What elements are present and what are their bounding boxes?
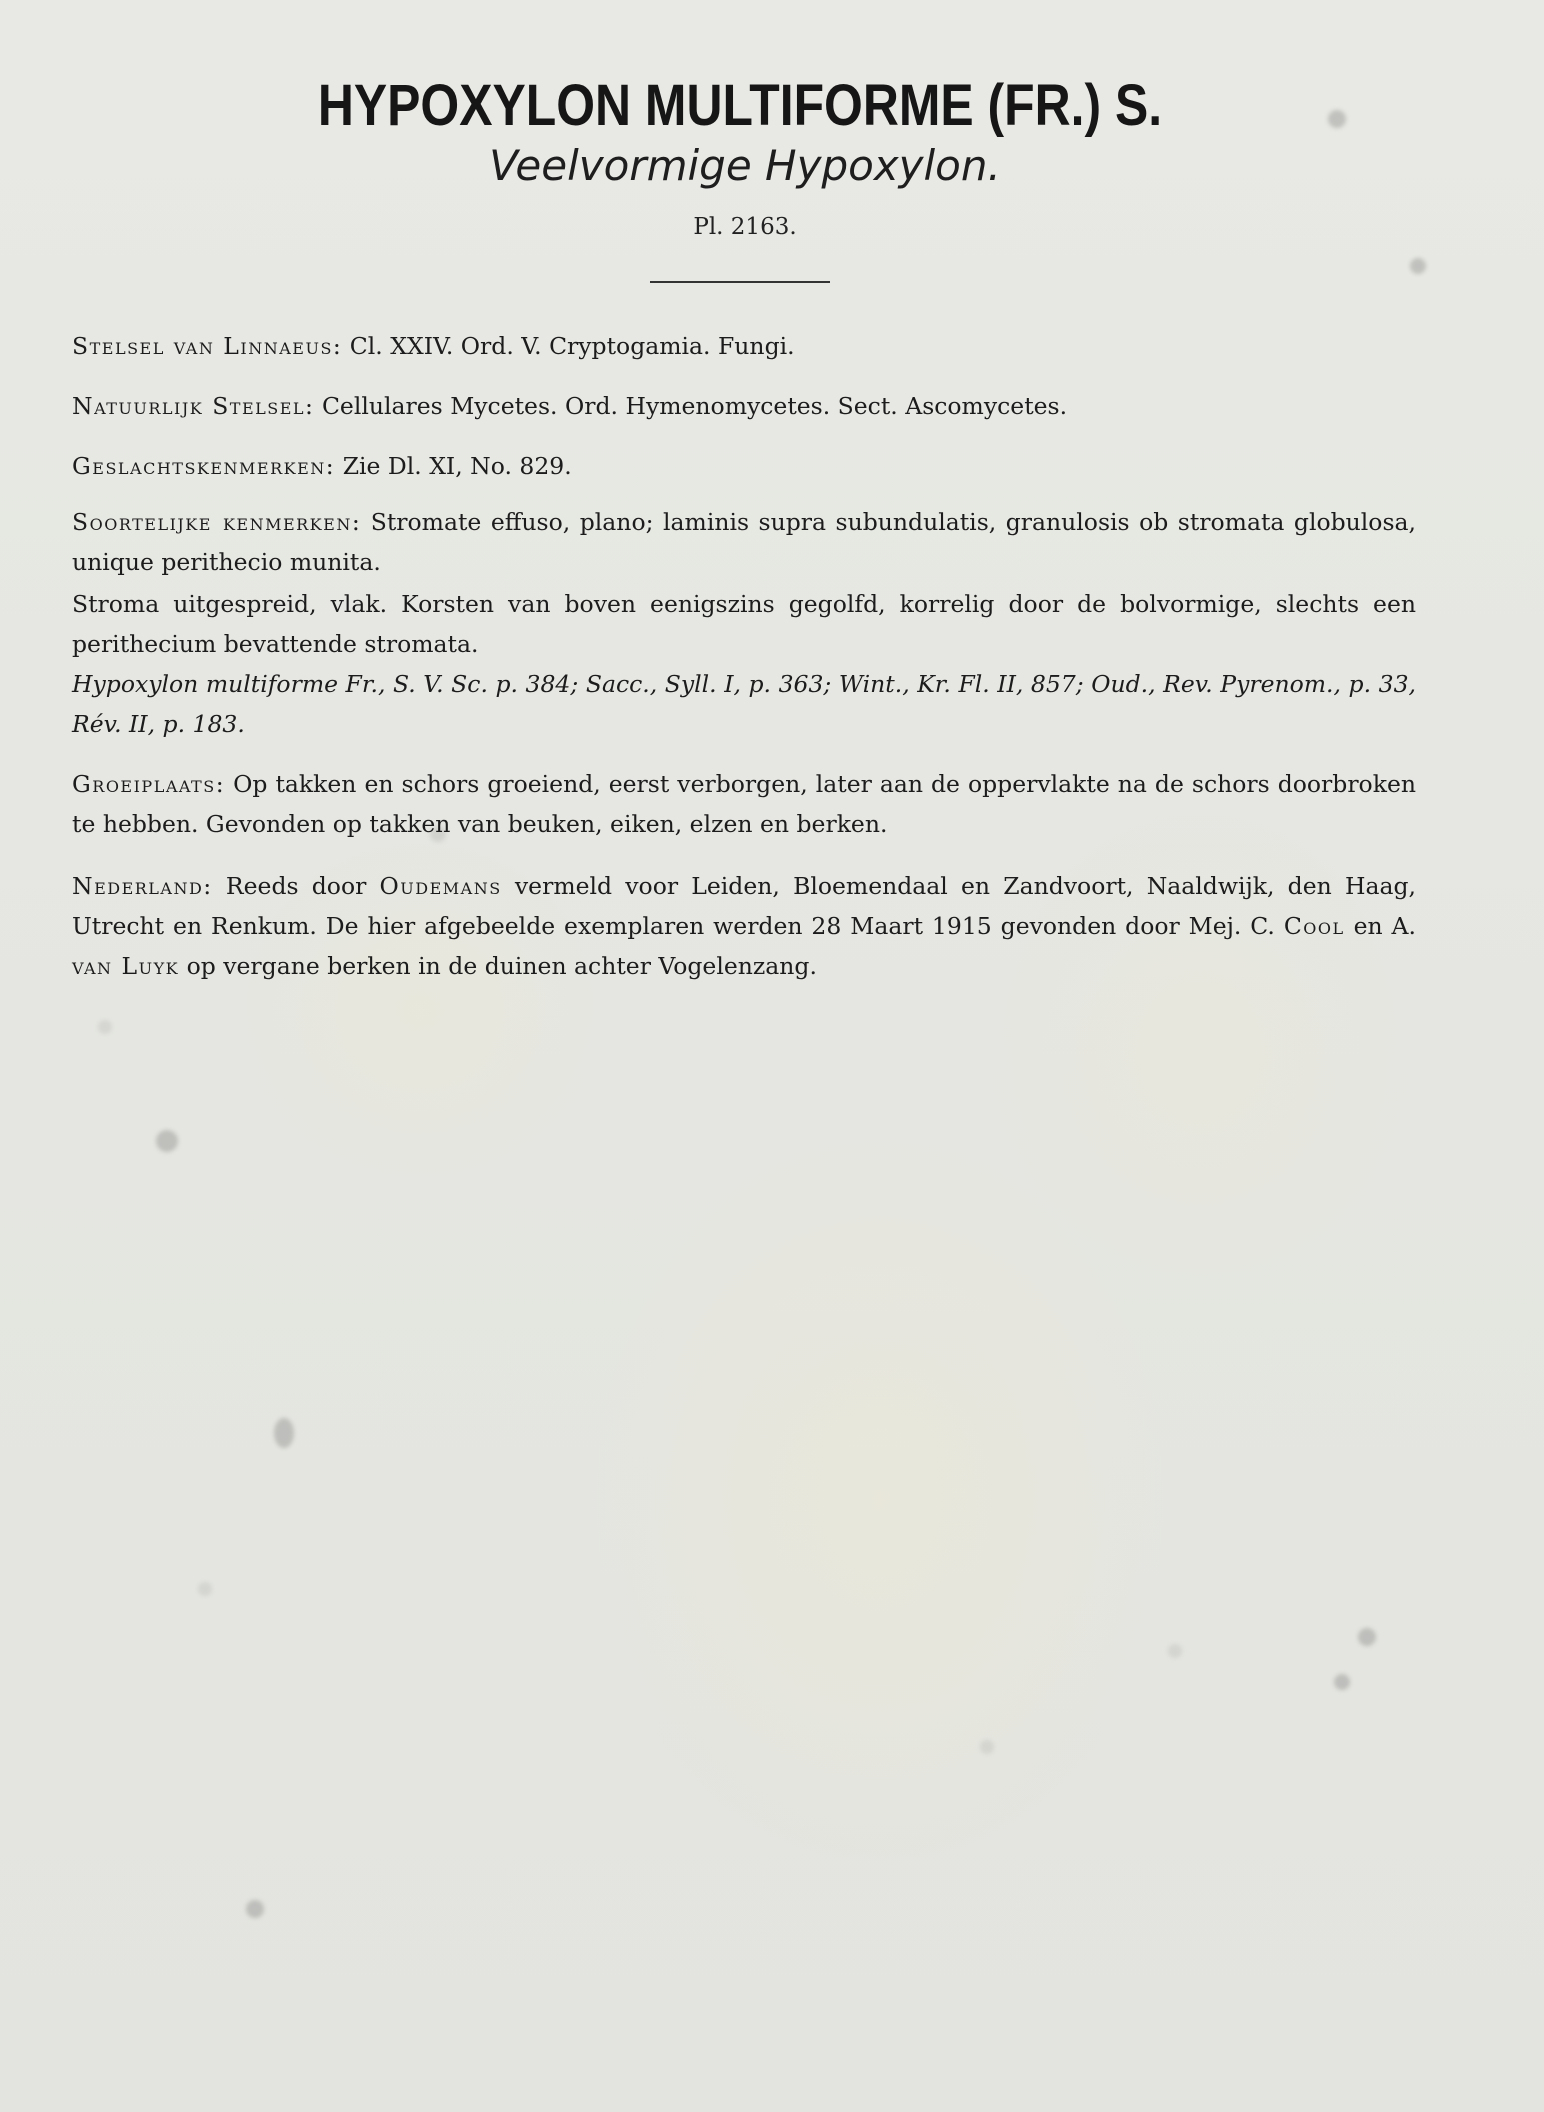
foxing-spot bbox=[98, 1020, 112, 1034]
foxing-spot bbox=[274, 1418, 294, 1448]
foxing-spot bbox=[1358, 1628, 1376, 1646]
section-references bbox=[72, 664, 1416, 744]
person-name: van Luyk bbox=[72, 952, 180, 980]
section-label: Natuurlijk Stelsel: bbox=[72, 392, 315, 420]
section-text: Stromate effuso, plano; laminis supra subundulatis, granulosis ob stromata globulosa, unique perithecio munita. bbox=[72, 508, 1416, 576]
section-text: Cl. XXIV. Ord. V. Cryptogamia. Fungi. bbox=[342, 332, 795, 360]
section-text: Stroma uitgespreid, vlak. Korsten van boven eenigszins gegolfd, korrelig door de bolvormige, slechts een perithecium bevattende stromata. bbox=[72, 590, 1416, 658]
section-linnaeus bbox=[72, 326, 1416, 366]
section-label: Nederland: bbox=[72, 872, 213, 900]
person-name: Oudemans bbox=[379, 872, 502, 900]
foxing-spot bbox=[980, 1740, 994, 1754]
section-text: Hypoxylon multiforme Fr., S. V. Sc. p. 384; Sacc., Syll. I, p. 363; Wint., Kr. Fl. II, 857; Oud., Rev. Pyrenom., p. 33, Rév. II, p. 183. bbox=[72, 670, 1416, 738]
foxing-spot bbox=[156, 1130, 178, 1152]
foxing-spot bbox=[198, 1582, 212, 1596]
title-divider bbox=[650, 281, 830, 283]
foxing-spot bbox=[1410, 258, 1426, 274]
page-title: HYPOXYLON MULTIFORME (FR.) S. bbox=[317, 73, 1163, 138]
section-groeiplaats bbox=[72, 764, 1416, 844]
section-text: Op takken en schors groeiend, eerst verborgen, later aan de oppervlakte na de schors doorbroken te hebben. Gevonden op takken van beuken, eiken, elzen en berken. bbox=[72, 770, 1416, 838]
section-text: Cellulares Mycetes. Ord. Hymenomycetes. Sect. Ascomycetes. bbox=[314, 392, 1068, 420]
section-soortelijke-kenmerken bbox=[72, 502, 1416, 582]
section-text: Zie Dl. XI, No. 829. bbox=[335, 452, 572, 480]
section-text: vermeld voor Leiden, Bloemendaal en Zandvoort, Naaldwijk, den Haag, Utrecht en Renkum. De hier afgebeelde exemplaren werden 28 Maart 1915 gevonden door Mej. C. bbox=[72, 872, 1416, 940]
section-label: Geslachtskenmerken: bbox=[72, 452, 336, 480]
section-label: Stelsel van Linnaeus: bbox=[72, 332, 343, 360]
section-text: Reeds door bbox=[212, 872, 380, 900]
foxing-spot bbox=[1168, 1644, 1182, 1658]
section-natuurlijk-stelsel bbox=[72, 386, 1416, 426]
section-stroma-description bbox=[72, 584, 1416, 664]
foxing-spot bbox=[246, 1900, 264, 1918]
section-label: Groeiplaats: bbox=[72, 770, 226, 798]
foxing-spot bbox=[1334, 1674, 1350, 1690]
section-label: Soortelijke kenmerken: bbox=[72, 508, 362, 536]
person-name: Cool bbox=[1283, 912, 1345, 940]
plate-number: Pl. 2163. bbox=[693, 214, 797, 240]
section-text: en A. bbox=[1344, 912, 1416, 940]
section-text: op vergane berken in de duinen achter Vogelenzang. bbox=[179, 952, 817, 980]
section-geslachtskenmerken bbox=[72, 446, 1416, 486]
page-subtitle: Veelvormige Hypoxylon. bbox=[489, 141, 1001, 190]
section-nederland bbox=[72, 866, 1416, 986]
